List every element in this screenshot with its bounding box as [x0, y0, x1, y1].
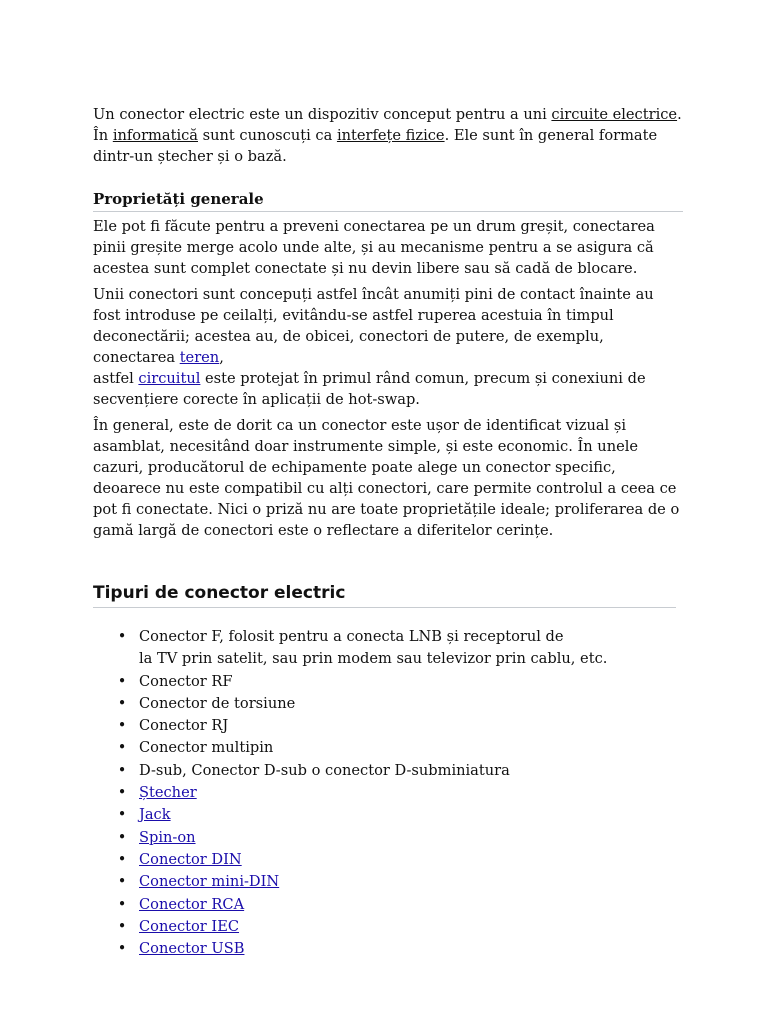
- list-item-text: Conector multipin: [139, 739, 274, 757]
- bullet-icon: •: [117, 828, 127, 846]
- list-item: [93, 737, 683, 759]
- link-conector-din[interactable]: Conector DIN: [139, 850, 242, 868]
- bullet-icon: •: [117, 850, 127, 868]
- list-item-text: Conector RJ: [139, 717, 229, 735]
- link-interfete-fizice[interactable]: interfețe fizice: [336, 127, 445, 144]
- list-item-text: Conector F, folosit pentru a conecta LNB și receptorul de: [139, 628, 564, 645]
- intro-text-5: . Ele sunt în general formate: [444, 127, 658, 144]
- heading-proprietati-generale: Proprietăți generale: [93, 189, 683, 212]
- bullet-icon: •: [117, 806, 127, 824]
- bullet-icon: •: [117, 940, 127, 958]
- link-jack[interactable]: Jack: [139, 806, 171, 824]
- link-conector-rca[interactable]: Conector RCA: [139, 895, 245, 913]
- list-item-text: Conector de torsiune: [139, 694, 296, 712]
- paragraph-2-text-d: este protejat în primul rând comun, precum și conexiuni de secvențiere corecte în aplicații de hot-swap.: [93, 370, 646, 408]
- paragraph-3: În general, este de dorit ca un conector este ușor de identificat vizual și asamblat, necesitând doar instrumente simple, și este economic. În unele cazuri, producătorul de echipamente poate alege un conector specific, deoarece nu este compatibil cu alți conectori, care permite controlul a ceea ce pot fi conectate. Nici o priză nu are toate proprietățile ideale; proliferarea de o gamă largă de conectori este o reflectare a diferitelor cerințe.: [93, 417, 680, 539]
- paragraph-2-text-b: ,: [219, 349, 224, 366]
- list-item: [93, 804, 683, 826]
- intro-text-1: Un conector electric este un dispozitiv conceput pentru a uni: [93, 106, 552, 123]
- intro-text-3: În: [93, 127, 113, 144]
- bullet-icon: •: [117, 784, 127, 802]
- list-item: [93, 871, 683, 893]
- list-item: [93, 693, 683, 715]
- list-item: [93, 760, 683, 782]
- bullet-icon: •: [117, 873, 127, 891]
- article-content: [93, 104, 683, 960]
- bullet-icon: •: [117, 761, 127, 779]
- list-item: [93, 827, 683, 849]
- link-circuitul[interactable]: circuitul: [138, 370, 201, 387]
- list-item-text-cont: la TV prin satelit, sau prin modem sau televizor prin cablu, etc.: [139, 650, 608, 668]
- link-informatica[interactable]: informatică: [112, 127, 198, 144]
- bullet-icon: •: [117, 739, 127, 757]
- paragraph-2-text-a: Unii conectori sunt concepuți astfel încât anumiți pini de contact înainte au fost introduse pe ceilalți, evitându-se astfel ruperea acestuia în timpul deconectării; acestea au, de obicei, conectori de putere, de exemplu, conectarea: [93, 286, 654, 366]
- list-item: [93, 894, 683, 916]
- list-item: [93, 916, 683, 938]
- bullet-icon: •: [117, 895, 127, 913]
- intro-paragraph: [93, 104, 683, 167]
- intro-text-4: sunt cunoscuți ca: [198, 127, 337, 144]
- paragraph-2-text-c: astfel: [93, 370, 139, 387]
- list-item: [93, 626, 683, 671]
- list-item-text: Conector RF: [139, 672, 233, 690]
- list-item: [93, 938, 683, 960]
- list-item: [93, 782, 683, 804]
- link-circuite-electrice[interactable]: circuite electrice: [551, 106, 678, 123]
- paragraph-2: [93, 284, 683, 410]
- bullet-icon: •: [117, 628, 127, 645]
- link-teren[interactable]: teren: [179, 349, 220, 366]
- bullet-icon: •: [117, 672, 127, 690]
- list-item-text: D-sub, Conector D-sub o conector D-subminiatura: [139, 761, 510, 779]
- paragraph-1: Ele pot fi făcute pentru a preveni conectarea pe un drum greșit, conectarea pinii greșite merge acolo unde alte, și au mecanisme pentru a se asigura că acestea sunt complet conectate și nu devin libere sau să cadă de blocare.: [93, 218, 655, 277]
- link-conector-iec[interactable]: Conector IEC: [139, 917, 240, 935]
- list-item: [93, 671, 683, 693]
- connector-types-list: [93, 626, 683, 960]
- list-item: [93, 715, 683, 737]
- heading-tipuri-de-conector: Tipuri de conector electric: [93, 581, 676, 608]
- bullet-icon: •: [117, 917, 127, 935]
- link-conector-usb[interactable]: Conector USB: [139, 940, 245, 958]
- intro-text-6: dintr-un ștecher și o bază.: [93, 148, 287, 165]
- bullet-icon: •: [117, 694, 127, 712]
- link-spin-on[interactable]: Spin-on: [139, 828, 196, 846]
- link-conector-mini-din[interactable]: Conector mini-DIN: [139, 873, 280, 891]
- list-item: [93, 849, 683, 871]
- link-stecher[interactable]: Ștecher: [139, 784, 197, 802]
- bullet-icon: •: [117, 717, 127, 735]
- intro-text-2: .: [677, 106, 682, 123]
